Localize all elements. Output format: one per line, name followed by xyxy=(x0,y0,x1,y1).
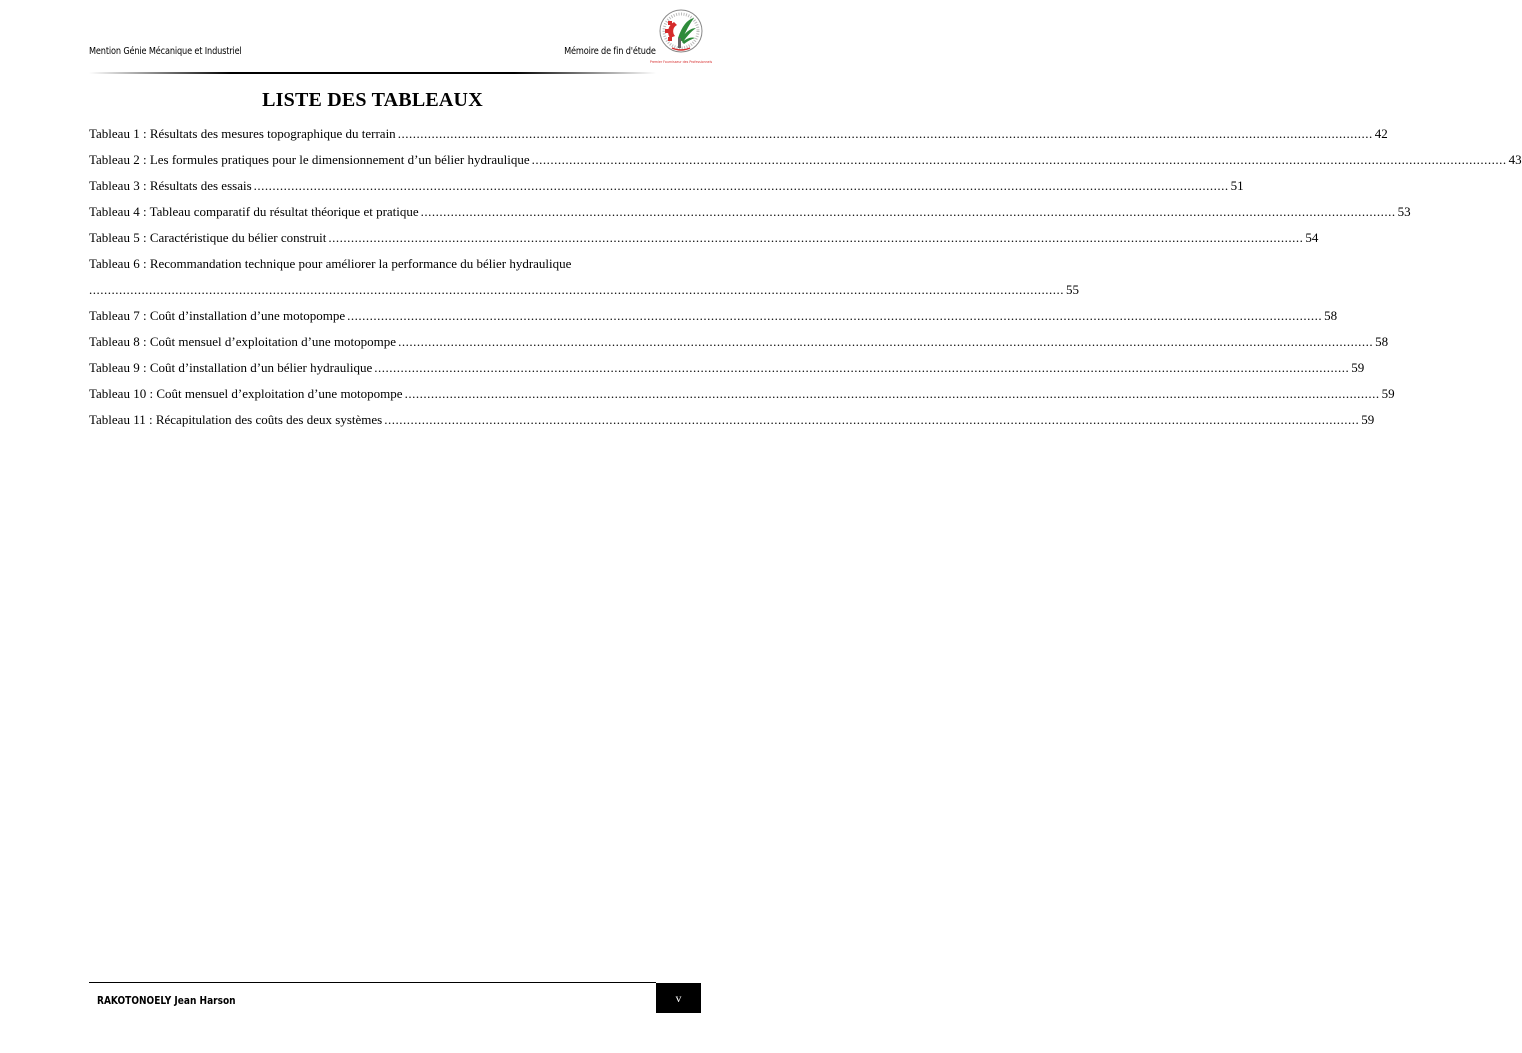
toc-leader xyxy=(421,199,1396,225)
toc-entry-page: 59 xyxy=(1361,412,1375,427)
toc-entry-1[interactable] xyxy=(89,121,1388,147)
toc-entry-6[interactable] xyxy=(89,251,1079,303)
toc-entry-8[interactable] xyxy=(89,329,1389,355)
toc-entry-page: 58 xyxy=(1324,308,1338,323)
toc-entry-label: Tableau 10 : Coût mensuel d’exploitation d’une motopompe xyxy=(89,386,403,401)
toc-entry-10[interactable] xyxy=(89,381,1395,407)
toc-leader xyxy=(374,355,1349,381)
toc-entry-label: Tableau 2 : Les formules pratiques pour le dimensionnement d’un bélier hydraulique xyxy=(89,152,530,167)
toc-entry-label: Tableau 11 : Récapitulation des coûts des deux systèmes xyxy=(89,412,383,427)
toc-entry-5[interactable] xyxy=(89,225,1319,251)
toc-entry-label: Tableau 8 : Coût mensuel d’exploitation d’une motopompe xyxy=(89,334,397,349)
toc-entry-label: Tableau 1 : Résultats des mesures topographique du terrain xyxy=(89,126,396,141)
footer-rule xyxy=(89,982,656,983)
toc-leader xyxy=(347,303,1322,329)
table-list xyxy=(89,121,1522,433)
toc-leader xyxy=(328,225,1303,251)
toc-entry-label: Tableau 7 : Coût d’installation d’une motopompe xyxy=(89,308,346,323)
header-left-text: Mention Génie Mécanique et Industriel xyxy=(89,46,242,57)
toc-leader xyxy=(254,173,1229,199)
toc-entry-11[interactable] xyxy=(89,407,1375,433)
toc-entry-page: 59 xyxy=(1381,386,1395,401)
toc-entry-page: 53 xyxy=(1397,204,1411,219)
toc-entry-page: 58 xyxy=(1375,334,1389,349)
toc-leader xyxy=(405,381,1380,407)
toc-leader xyxy=(384,407,1359,433)
toc-leader xyxy=(89,277,1064,303)
toc-entry-7[interactable] xyxy=(89,303,1338,329)
institution-logo xyxy=(649,8,713,70)
page-number-box xyxy=(656,983,701,1013)
header-right-text: Mémoire de fin d'étude xyxy=(564,46,656,57)
toc-entry-4[interactable] xyxy=(89,199,1411,225)
toc-entry-page: 54 xyxy=(1305,230,1319,245)
toc-entry-2[interactable] xyxy=(89,147,1522,173)
toc-entry-page: 42 xyxy=(1374,126,1388,141)
toc-entry-3[interactable] xyxy=(89,173,1244,199)
toc-entry-label: Tableau 3 : Résultats des essais xyxy=(89,178,252,193)
toc-entry-page: 43 xyxy=(1508,152,1522,167)
toc-entry-page: 55 xyxy=(1066,282,1079,297)
toc-entry-9[interactable] xyxy=(89,355,1365,381)
toc-entry-label: Tableau 9 : Coût d’installation d’un bélier hydraulique xyxy=(89,360,373,375)
toc-leader xyxy=(398,121,1373,147)
toc-entry-label: Tableau 4 : Tableau comparatif du résultat théorique et pratique xyxy=(89,204,419,219)
page-number: v xyxy=(675,991,682,1005)
header-rule xyxy=(89,72,656,74)
toc-entry-label: Tableau 5 : Caractéristique du bélier construit xyxy=(89,230,327,245)
page-title: LISTE DES TABLEAUX xyxy=(262,89,483,111)
toc-entry-page: 59 xyxy=(1351,360,1365,375)
toc-leader xyxy=(398,329,1373,355)
toc-leader xyxy=(532,147,1507,173)
logo-emblem-icon xyxy=(649,8,713,70)
logo-caption: Premier Fournisseur des Professionnels xyxy=(649,60,713,64)
footer-author: RAKOTONOELY Jean Harson xyxy=(97,994,236,1007)
toc-entry-page: 51 xyxy=(1230,178,1244,193)
toc-entry-label: Tableau 6 : Recommandation technique pour améliorer la performance du bélier hydraulique xyxy=(89,256,572,271)
